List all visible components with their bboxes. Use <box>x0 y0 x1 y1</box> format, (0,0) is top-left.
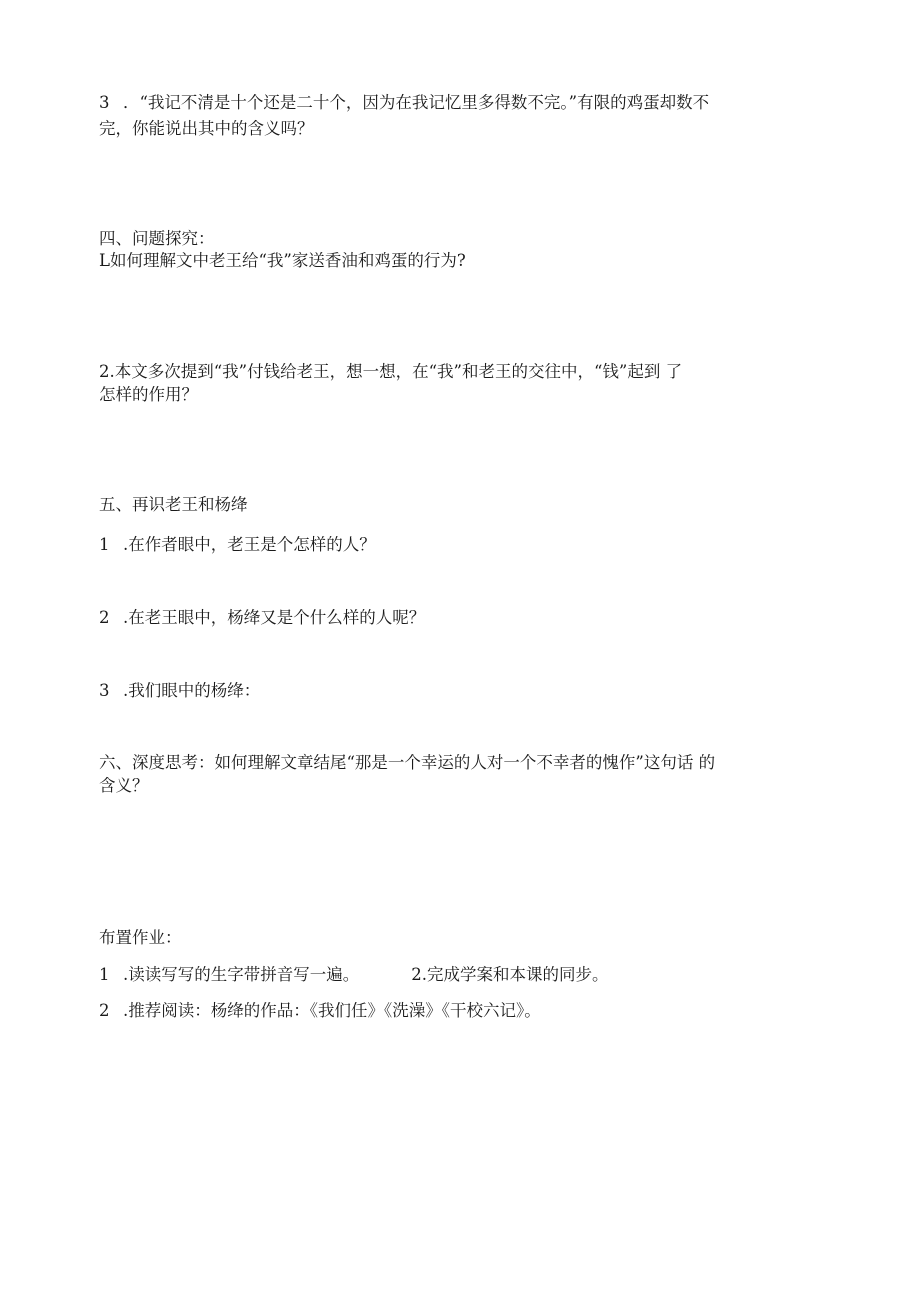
section-5-item-1 <box>99 534 376 556</box>
item-text: .推荐阅读：杨绛的作品：《我们任》《洗澡》《干校六记》。 <box>123 1001 541 1020</box>
item-text: .在老王眼中，杨绛又是个什么样的人呢？ <box>123 608 426 627</box>
question-text: ．“我记不清是十个还是二十个，因为在我记忆里多得数不完。”有限的鸡蛋却数不 <box>123 93 710 112</box>
section-4-heading: 四、问题探究： <box>99 229 215 248</box>
section-5-item-3 <box>99 680 260 702</box>
section-5-item-2 <box>99 607 425 629</box>
item-number: 2 <box>99 1001 110 1020</box>
section-4-question-2-line-2: 怎样的作用？ <box>99 385 198 404</box>
question-number: 3 <box>99 93 110 112</box>
section-6-line-1: 六、深度思考：如何理解文章结尾“那是一个幸运的人对一个不幸者的愧作”这句话 的 <box>99 753 716 772</box>
item-number: 1 <box>99 965 110 984</box>
homework-item-1 <box>99 964 609 986</box>
item-text: .读读写写的生字带拼音写一遍。 <box>123 965 360 984</box>
homework-heading: 布置作业： <box>99 928 182 947</box>
section-5-heading: 五、再识老王和杨绛 <box>99 495 248 514</box>
item-text: .我们眼中的杨绛： <box>123 681 261 700</box>
section-4-question-2-line-1: 2.本文多次提到“我”付钱给老王，想一想，在“我”和老王的交往中，“钱”起到 了 <box>99 362 683 381</box>
section-4-question-1: L如何理解文中老王给“我”家送香油和鸡蛋的行为? <box>99 251 466 270</box>
item-number: 2 <box>99 608 110 627</box>
question-3-line-1 <box>99 92 709 114</box>
item-number: 1 <box>99 535 110 554</box>
item-text-extra: 2.完成学案和本课的同步。 <box>411 965 609 984</box>
homework-item-2 <box>99 1000 541 1022</box>
item-text: .在作者眼中，老王是个怎样的人？ <box>123 535 376 554</box>
section-6-line-2: 含义？ <box>99 776 149 795</box>
item-number: 3 <box>99 681 110 700</box>
question-3-line-2: 完，你能说出其中的含义吗？ <box>99 119 314 138</box>
